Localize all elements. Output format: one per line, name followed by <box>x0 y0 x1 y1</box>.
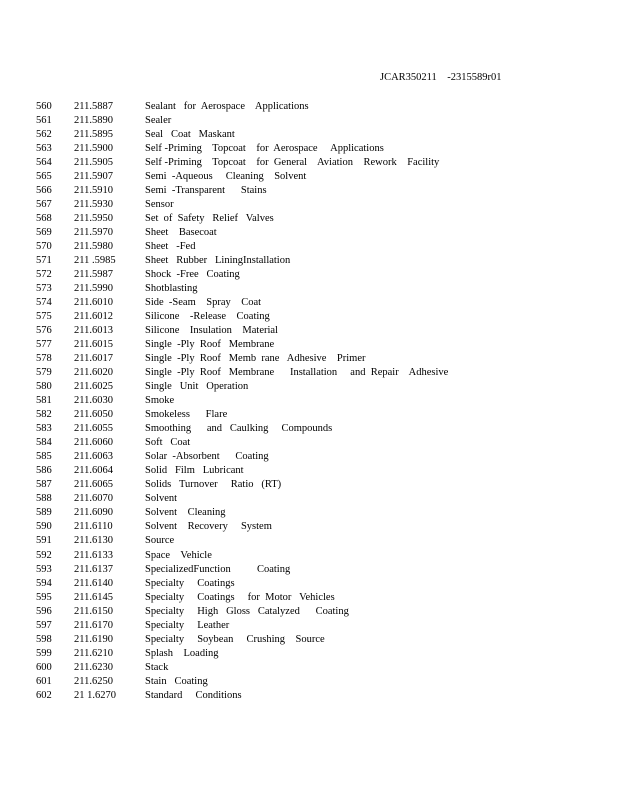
section-number: 21 1.6270 <box>74 689 116 701</box>
defined-term: Sealer <box>145 115 172 127</box>
entry-number: 575 <box>36 311 52 323</box>
entry-number: 571 <box>36 255 52 267</box>
section-number: 211.5980 <box>74 241 113 253</box>
defined-term: Sheet Basecoat <box>145 227 217 239</box>
entry-number: 587 <box>36 479 52 491</box>
entry-number: 568 <box>36 213 52 225</box>
section-number: 211.5895 <box>74 129 113 141</box>
defined-term: Silicone -Release Coating <box>145 311 270 323</box>
defined-term: Stack <box>145 661 169 673</box>
section-number: 211.5970 <box>74 227 113 239</box>
entry-number: 596 <box>36 605 52 617</box>
entry-number: 600 <box>36 661 52 673</box>
section-number: 211.6013 <box>74 325 113 337</box>
defined-term: Sensor <box>145 199 174 211</box>
section-number: 211.5905 <box>74 157 113 169</box>
entry-number: 570 <box>36 241 52 253</box>
defined-term: Semi -Transparent Stains <box>145 185 267 197</box>
entry-number: 595 <box>36 591 52 603</box>
entry-number: 565 <box>36 171 52 183</box>
section-number: 211.5910 <box>74 185 113 197</box>
defined-term: Solid Film Lubricant <box>145 465 244 477</box>
entry-number: 588 <box>36 493 52 505</box>
entry-number: 599 <box>36 647 52 659</box>
defined-term: Solvent Recovery System <box>145 521 272 533</box>
entry-number: 597 <box>36 619 52 631</box>
entry-number: 572 <box>36 269 52 281</box>
entry-number: 590 <box>36 521 52 533</box>
defined-term: Splash Loading <box>145 647 219 659</box>
entry-number: 589 <box>36 507 52 519</box>
defined-term: Semi -Aqueous Cleaning Solvent <box>145 171 307 183</box>
defined-term: Specialty Coatings <box>145 577 235 589</box>
section-number: 211.6010 <box>74 297 113 309</box>
entry-number: 579 <box>36 367 52 379</box>
entry-number: 566 <box>36 185 52 197</box>
entry-number: 576 <box>36 325 52 337</box>
entry-number: 582 <box>36 409 52 421</box>
entry-number: 601 <box>36 675 52 687</box>
entry-number: 594 <box>36 577 52 589</box>
defined-term: Space Vehicle <box>145 549 212 561</box>
defined-term: Single Unit Operation <box>145 381 249 393</box>
section-number: 211.5907 <box>74 171 113 183</box>
section-number: 211.5987 <box>74 269 113 281</box>
entry-number: 574 <box>36 297 52 309</box>
section-number: 211.6133 <box>74 549 113 561</box>
section-number: 211.6190 <box>74 633 113 645</box>
defined-term: Smokeless Flare <box>145 409 228 421</box>
defined-term: Specialty Leather <box>145 619 230 631</box>
defined-term: Solar -Absorbent Coating <box>145 451 269 463</box>
section-number: 211.6020 <box>74 367 113 379</box>
section-number: 211.6012 <box>74 311 113 323</box>
defined-term: Source <box>145 535 175 547</box>
entry-number: 562 <box>36 129 52 141</box>
entry-number: 563 <box>36 143 52 155</box>
defined-term: Single -Ply Roof Membrane <box>145 339 275 351</box>
entry-number: 560 <box>36 101 52 112</box>
defined-term: Set of Safety Relief Valves <box>145 213 274 225</box>
entry-number: 586 <box>36 465 52 477</box>
section-number: 211.6050 <box>74 409 113 421</box>
section-number: 211.5990 <box>74 283 113 295</box>
defined-term: Silicone Insulation Material <box>145 325 278 337</box>
section-number: 211.6250 <box>74 675 113 687</box>
entry-number: 583 <box>36 423 52 435</box>
section-number: 211.5950 <box>74 213 113 225</box>
defined-term: Single -Ply Roof Memb rane Adhesive Primer <box>145 353 366 365</box>
section-number: 211.6137 <box>74 563 113 575</box>
defined-term: SpecializedFunction Coating <box>145 563 291 575</box>
defined-term: Self -Priming Topcoat for General Aviation Rework Facility <box>145 157 440 169</box>
entry-number: 577 <box>36 339 52 351</box>
entry-number: 602 <box>36 689 52 701</box>
defined-term: Solids Turnover Ratio (RT) <box>145 479 282 491</box>
entry-number: 592 <box>36 549 52 561</box>
entry-number: 569 <box>36 227 52 239</box>
defined-term: Single -Ply Roof Membrane Installation and Repair Adhesive <box>145 367 449 379</box>
defined-term: Soft Coat <box>145 437 191 449</box>
section-number: 211.5900 <box>74 143 113 155</box>
section-number: 211.6025 <box>74 381 113 393</box>
section-number: 211.6090 <box>74 507 113 519</box>
entry-number: 578 <box>36 353 52 365</box>
defined-term: Shotblasting <box>145 283 198 295</box>
defined-term: Stain Coating <box>145 675 208 687</box>
defined-term: Sheet -Fed <box>145 241 196 253</box>
section-number: 211.6170 <box>74 619 113 631</box>
defined-term: Specialty High Gloss Catalyzed Coating <box>145 605 349 617</box>
entry-number: 573 <box>36 283 52 295</box>
defined-term: Smoke <box>145 395 175 407</box>
entry-number: 561 <box>36 115 52 127</box>
defined-term: Solvent Cleaning <box>145 507 226 519</box>
section-number: 211.6017 <box>74 353 113 365</box>
section-number: 211 .5985 <box>74 255 116 267</box>
document-header: JCAR350211 -2315589r01 <box>380 72 502 83</box>
section-number: 211.6130 <box>74 535 113 547</box>
section-number: 211.6015 <box>74 339 113 351</box>
section-number: 211.6210 <box>74 647 113 659</box>
section-number: 211.6055 <box>74 423 113 435</box>
section-number: 211.6065 <box>74 479 113 491</box>
entry-number: 593 <box>36 563 52 575</box>
section-number: 211.6070 <box>74 493 113 505</box>
section-number: 211.5890 <box>74 115 113 127</box>
defined-term: Side -Seam Spray Coat <box>145 297 262 309</box>
defined-term: Sealant for Aerospace Applications <box>145 101 309 112</box>
section-number: 211.6145 <box>74 591 113 603</box>
section-number: 211.6060 <box>74 437 113 449</box>
defined-term: Standard Conditions <box>145 689 242 701</box>
section-number: 211.5930 <box>74 199 113 211</box>
entry-number: 564 <box>36 157 52 169</box>
defined-term: Sheet Rubber LiningInstallation <box>145 255 291 267</box>
section-number: 211.6230 <box>74 661 113 673</box>
entry-number: 585 <box>36 451 52 463</box>
defined-term: Specialty Soybean Crushing Source <box>145 633 325 645</box>
section-number: 211.6140 <box>74 577 113 589</box>
section-number: 211.6110 <box>74 521 113 533</box>
section-number: 211.6030 <box>74 395 113 407</box>
defined-term: Specialty Coatings for Motor Vehicles <box>145 591 335 603</box>
entry-number: 591 <box>36 535 52 547</box>
entry-number: 580 <box>36 381 52 393</box>
section-number: 211.6150 <box>74 605 113 617</box>
section-number: 211.6064 <box>74 465 113 477</box>
entry-number: 598 <box>36 633 52 645</box>
entry-number: 581 <box>36 395 52 407</box>
defined-term: Smoothing and Caulking Compounds <box>145 423 333 435</box>
defined-term: Self -Priming Topcoat for Aerospace Applications <box>145 143 384 155</box>
defined-term: Shock -Free Coating <box>145 269 240 281</box>
entry-number: 584 <box>36 437 52 449</box>
defined-term: Solvent <box>145 493 178 505</box>
entry-number: 567 <box>36 199 52 211</box>
defined-term: Seal Coat Maskant <box>145 129 235 141</box>
section-number: 211.5887 <box>74 101 113 112</box>
section-number: 211.6063 <box>74 451 113 463</box>
